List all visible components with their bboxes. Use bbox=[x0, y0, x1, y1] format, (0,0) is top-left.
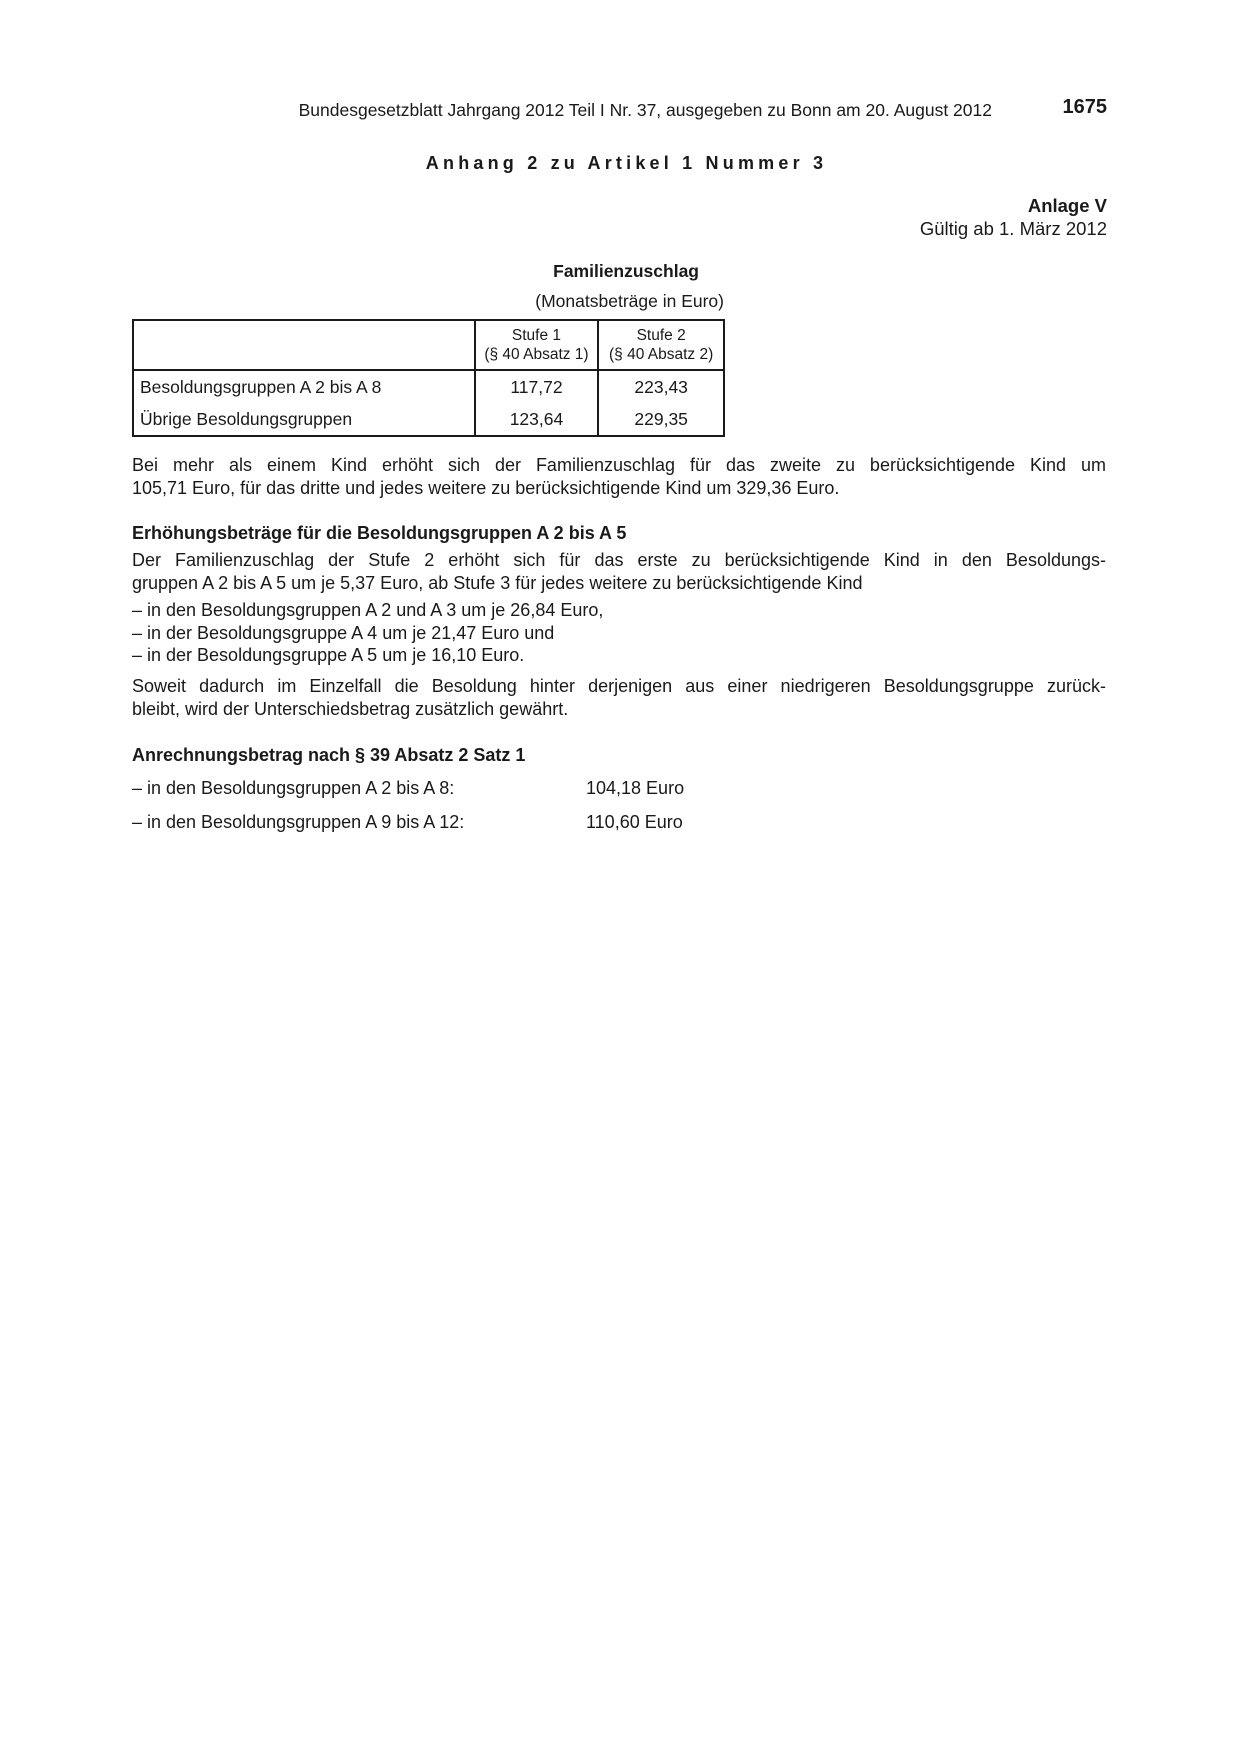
anlage-valid-from: Gültig ab 1. März 2012 bbox=[919, 218, 1107, 239]
row-value-stufe-2: 229,35 bbox=[598, 403, 724, 436]
list-item: – in den Besoldungsgruppen A 2 und A 3 um je 26,84 Euro, bbox=[132, 600, 604, 620]
list-item: – in der Besoldungsgruppe A 4 um je 21,47 Euro und bbox=[132, 622, 555, 643]
column-header-line: Stufe 1 bbox=[511, 327, 562, 344]
anlage-title: Anlage V bbox=[1027, 195, 1107, 216]
paragraph-line: gruppen A 2 bis A 5 um je 5,37 Euro, ab Stufe 3 für jedes weitere zu berücksichtigende Kind bbox=[132, 573, 863, 593]
table-header-empty bbox=[133, 320, 475, 370]
page-number: 1675 bbox=[1062, 96, 1107, 118]
row-value-stufe-1: 123,64 bbox=[475, 403, 599, 436]
page-header bbox=[0, 96, 1241, 128]
table-heading bbox=[132, 256, 731, 316]
erhoehung-heading: Erhöhungsbeträge für die Besoldungsgruppen A 2 bis A 5 bbox=[132, 523, 627, 543]
table-header-row bbox=[133, 320, 724, 370]
paragraph-line: Soweit dadurch im Einzelfall die Besoldung hinter derjenigen aus einer niedrigeren Besoldungsgruppe zurück- bbox=[132, 676, 1106, 696]
anrechnung-value: 110,60 Euro bbox=[586, 812, 683, 832]
familienzuschlag-table bbox=[132, 319, 725, 437]
paragraph-line: Bei mehr als einem Kind erhöht sich der Familienzuschlag für das zweite zu berücksichtigende Kind um bbox=[132, 455, 1106, 475]
table-header-stufe-2 bbox=[598, 320, 724, 370]
table-title: Familienzuschlag bbox=[553, 261, 699, 281]
row-label: Besoldungsgruppen A 2 bis A 8 bbox=[140, 376, 382, 397]
erhoehung-list bbox=[132, 599, 1106, 667]
column-header-line: (§ 40 Absatz 2) bbox=[609, 346, 714, 363]
anrechnung-heading: Anrechnungsbetrag nach § 39 Absatz 2 Satz 1 bbox=[132, 745, 526, 765]
anrechnung-value: 104,18 Euro bbox=[586, 778, 685, 798]
paragraph-line: bleibt, wird der Unterschiedsbetrag zusätzlich gewährt. bbox=[132, 699, 569, 719]
anrechnung-label: – in den Besoldungsgruppen A 2 bis A 8: bbox=[132, 778, 455, 798]
paragraph-line: Der Familienzuschlag der Stufe 2 erhöht sich für das erste zu berücksichtigende Kind in den Besoldungs- bbox=[132, 550, 1106, 570]
column-header-line: (§ 40 Absatz 1) bbox=[484, 346, 589, 363]
paragraph-additional-children bbox=[132, 454, 1106, 500]
anlage-block bbox=[920, 194, 1107, 240]
column-header-line: Stufe 2 bbox=[636, 327, 686, 344]
row-label: Übrige Besoldungsgruppen bbox=[140, 408, 353, 429]
table-row bbox=[133, 403, 724, 436]
annex-title: Anhang 2 zu Artikel 1 Nummer 3 bbox=[425, 153, 828, 173]
anrechnung-label: – in den Besoldungsgruppen A 9 bis A 12: bbox=[132, 812, 465, 832]
running-head: Bundesgesetzblatt Jahrgang 2012 Teil I Nr. 37, ausgegeben zu Bonn am 20. August 2012 bbox=[298, 100, 992, 120]
table-header-stufe-1 bbox=[475, 320, 599, 370]
list-item: – in der Besoldungsgruppe A 5 um je 16,10 Euro. bbox=[132, 645, 525, 665]
table-subtitle: (Monatsbeträge in Euro) bbox=[535, 291, 724, 311]
paragraph-line: 105,71 Euro, für das dritte und jedes weitere zu berücksichtigende Kind um 329,36 Euro. bbox=[132, 478, 840, 498]
erhoehung-closing bbox=[132, 675, 1106, 721]
erhoehung-intro bbox=[132, 549, 1106, 595]
row-value-stufe-1: 117,72 bbox=[475, 370, 599, 403]
table-row bbox=[133, 370, 724, 403]
row-value-stufe-2: 223,43 bbox=[598, 370, 724, 403]
